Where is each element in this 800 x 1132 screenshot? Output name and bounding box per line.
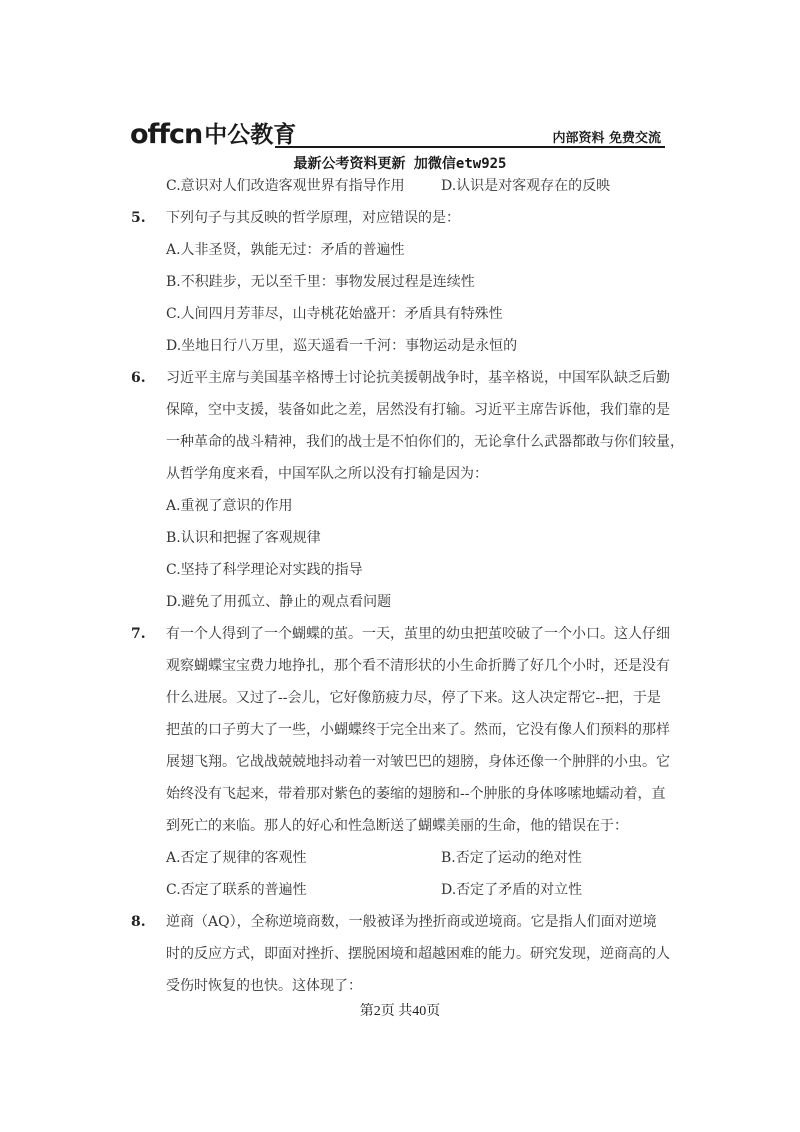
header-tag: 内部资料 免费交流 [552,131,661,146]
offcn-logo [130,118,296,150]
question-5-number: 5. [131,210,146,226]
question-6-option-c: C.坚持了科学理论对实践的指导 [166,562,363,578]
question-6-stem-line: 习近平主席与美国基辛格博士讨论抗美援朝战争时，基辛格说，中国军队缺乏后勤 [166,370,670,386]
header-rule [275,146,665,148]
update-watermark: 最新公考资料更新 加微信etw925 [293,156,507,172]
question-7-stem-line: 始终没有飞起来，带着那对紫色的萎缩的翅膀和--个肿胀的身体哆嗦地蠕动着，直 [166,786,666,802]
question-5-option-c: C.人间四月芳菲尽，山寺桃花始盛开：矛盾具有特殊性 [166,306,503,322]
question-7-stem-line: 到死亡的来临。那人的好心和性急断送了蝴蝶美丽的生命，他的错误在于： [166,818,628,834]
question-6-stem-line: 从哲学角度来看，中国军队之所以没有打输是因为： [166,466,488,482]
page-header [130,118,665,150]
question-7-stem-line: 观察蝴蝶宝宝费力地挣扎，那个看不清形状的小生命折腾了好几个小时，还是没有 [166,658,670,674]
question-6-number: 6. [131,370,146,386]
question-7-option-b: B.否定了运动的绝对性 [441,850,582,866]
question-7-number: 7. [131,626,146,642]
prev-option-d: D.认识是对客观存在的反映 [441,178,611,194]
question-7-stem-line: 把茧的口子剪大了一些，小蝴蝶终于完全出来了。然而，它没有像人们预料的那样 [166,722,670,738]
logo-chinese-text: 中公教育 [204,122,297,148]
logo-latin-text: offcn [130,119,203,150]
question-6-stem-line: 一种革命的战斗精神，我们的战士是不怕你们的，无论拿什么武器都敢与你们较量， [166,434,684,450]
question-8-stem-line: 逆商（AQ），全称逆境商数，一般被译为挫折商或逆境商。它是指人们面对逆境 [166,914,657,930]
page-number: 第2页 共40页 [359,1004,441,1019]
question-7-option-c: C.否定了联系的普遍性 [166,882,307,898]
question-7-option-a: A.否定了规律的客观性 [166,850,307,866]
question-5-stem: 下列句子与其反映的哲学原理，对应错误的是： [166,210,460,226]
question-7-stem-line: 有一个人得到了一个蝴蝶的茧。一天，茧里的幼虫把茧咬破了一个小口。这人仔细 [166,626,670,642]
question-7-stem-line: 展翅飞翔。它战战兢兢地抖动着一对皱巴巴的翅膀，身体还像一个肿胖的小虫。它 [166,754,670,770]
question-8-number: 8. [131,914,146,930]
question-6-option-b: B.认识和把握了客观规律 [166,530,321,546]
prev-option-c: C.意识对人们改造客观世界有指导作用 [166,178,405,194]
question-7-stem-line: 什么进展。又过了--会儿，它好像筋疲力尽，停了下来。这人决定帮它--把，于是 [166,690,661,706]
question-6-option-a: A.重视了意识的作用 [166,498,293,514]
question-5-option-d: D.坐地日行八万里，巡天遥看一千河：事物运动是永恒的 [166,338,518,354]
question-7-option-d: D.否定了矛盾的对立性 [441,882,583,898]
question-6-option-d: D.避免了用孤立、静止的观点看问题 [166,594,392,610]
question-8-stem-line: 时的反应方式，即面对挫折、摆脱困境和超越困难的能力。研究发现，逆商高的人 [166,946,670,962]
question-6-stem-line: 保障，空中支援，装备如此之差，居然没有打输。习近平主席告诉他，我们靠的是 [166,402,670,418]
question-5-option-a: A.人非圣贤，孰能无过：矛盾的普遍性 [166,242,405,258]
question-8-stem-line: 受伤时恢复的也快。这体现了： [166,978,362,994]
question-5-option-b: B.不积跬步，无以至千里：事物发展过程是连续性 [166,274,475,290]
